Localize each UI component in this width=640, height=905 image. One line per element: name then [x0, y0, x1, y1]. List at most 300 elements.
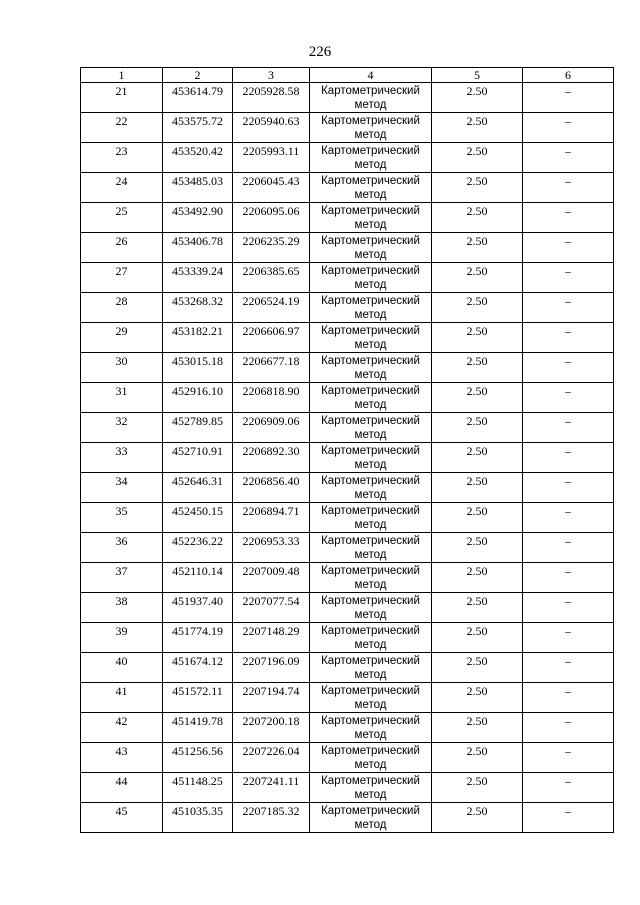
point-number-cell [81, 683, 163, 713]
point-number-cell-text: 35 [115, 504, 128, 518]
method-cell-text: Картометрический метод [321, 145, 420, 171]
y-coordinate-cell [233, 503, 310, 533]
x-coordinate-cell-text: 452710.91 [172, 444, 223, 458]
point-number-cell [81, 623, 163, 653]
x-coordinate-cell [163, 263, 233, 293]
note-cell-text: – [565, 594, 571, 608]
point-number-cell [81, 743, 163, 773]
table-row [81, 293, 614, 323]
method-cell [310, 413, 432, 443]
point-number-cell-text: 23 [115, 144, 128, 158]
y-coordinate-cell [233, 683, 310, 713]
y-coordinate-cell-text: 2205928.58 [242, 84, 300, 98]
x-coordinate-cell-text: 453268.32 [172, 294, 223, 308]
note-cell-text: – [565, 534, 571, 548]
note-cell-text: – [565, 204, 571, 218]
x-coordinate-cell [163, 533, 233, 563]
accuracy-cell [432, 533, 523, 563]
table-row [81, 113, 614, 143]
x-coordinate-cell [163, 413, 233, 443]
y-coordinate-cell-text: 2207196.09 [242, 654, 300, 668]
point-number-cell [81, 113, 163, 143]
method-cell [310, 173, 432, 203]
table-row [81, 383, 614, 413]
y-coordinate-cell [233, 263, 310, 293]
x-coordinate-cell-text: 451256.56 [172, 744, 223, 758]
accuracy-cell-text: 2.50 [466, 594, 488, 608]
x-coordinate-cell [163, 803, 233, 833]
method-cell [310, 353, 432, 383]
note-cell-text: – [565, 84, 571, 98]
note-cell [523, 683, 614, 713]
method-cell [310, 683, 432, 713]
note-cell-text: – [565, 804, 571, 818]
note-cell [523, 263, 614, 293]
note-cell-text: – [565, 354, 571, 368]
y-coordinate-cell-text: 2206385.65 [242, 264, 300, 278]
method-cell [310, 203, 432, 233]
point-number-cell [81, 83, 163, 113]
y-coordinate-cell [233, 563, 310, 593]
x-coordinate-cell-text: 453492.90 [172, 204, 223, 218]
y-coordinate-cell-text: 2205940.63 [242, 114, 300, 128]
accuracy-cell-text: 2.50 [466, 624, 488, 638]
y-coordinate-cell-text: 2206235.29 [242, 234, 300, 248]
y-coordinate-cell [233, 713, 310, 743]
method-cell [310, 83, 432, 113]
column-header: 5 [432, 68, 523, 83]
column-header: 1 [81, 68, 163, 83]
column-header: 4 [310, 68, 432, 83]
point-number-cell-text: 25 [115, 204, 128, 218]
note-cell [523, 533, 614, 563]
point-number-cell-text: 26 [115, 234, 128, 248]
x-coordinate-cell [163, 743, 233, 773]
method-cell-text: Картометрический метод [321, 205, 420, 231]
table-row [81, 263, 614, 293]
y-coordinate-cell-text: 2207200.18 [242, 714, 300, 728]
note-cell [523, 593, 614, 623]
x-coordinate-cell-text: 451419.78 [172, 714, 223, 728]
accuracy-cell-text: 2.50 [466, 114, 488, 128]
method-cell-text: Картометрический метод [321, 595, 420, 621]
accuracy-cell [432, 743, 523, 773]
accuracy-cell-text: 2.50 [466, 534, 488, 548]
method-cell [310, 443, 432, 473]
y-coordinate-cell [233, 383, 310, 413]
x-coordinate-cell [163, 473, 233, 503]
table-row [81, 803, 614, 833]
accuracy-cell [432, 83, 523, 113]
note-cell [523, 773, 614, 803]
accuracy-cell-text: 2.50 [466, 294, 488, 308]
y-coordinate-cell [233, 83, 310, 113]
y-coordinate-cell [233, 443, 310, 473]
note-cell-text: – [565, 264, 571, 278]
y-coordinate-cell-text: 2206892.30 [242, 444, 300, 458]
accuracy-cell [432, 173, 523, 203]
x-coordinate-cell-text: 452110.14 [172, 564, 223, 578]
accuracy-cell-text: 2.50 [466, 684, 488, 698]
x-coordinate-cell-text: 453614.79 [172, 84, 223, 98]
point-number-cell-text: 31 [115, 384, 128, 398]
x-coordinate-cell-text: 451674.12 [172, 654, 223, 668]
note-cell [523, 173, 614, 203]
y-coordinate-cell-text: 2206095.06 [242, 204, 300, 218]
x-coordinate-cell-text: 451937.40 [172, 594, 223, 608]
point-number-cell-text: 34 [115, 474, 128, 488]
accuracy-cell [432, 233, 523, 263]
table-row [81, 173, 614, 203]
y-coordinate-cell [233, 353, 310, 383]
x-coordinate-cell-text: 451035.35 [172, 804, 223, 818]
y-coordinate-cell-text: 2207241.11 [242, 774, 300, 788]
accuracy-cell [432, 383, 523, 413]
accuracy-cell [432, 293, 523, 323]
method-cell [310, 773, 432, 803]
y-coordinate-cell [233, 593, 310, 623]
method-cell-text: Картометрический метод [321, 85, 420, 111]
x-coordinate-cell-text: 453182.21 [172, 324, 223, 338]
x-coordinate-cell [163, 503, 233, 533]
point-number-cell-text: 39 [115, 624, 128, 638]
table-row [81, 653, 614, 683]
point-number-cell [81, 503, 163, 533]
x-coordinate-cell-text: 453015.18 [172, 354, 223, 368]
table-row [81, 743, 614, 773]
accuracy-cell [432, 323, 523, 353]
point-number-cell [81, 473, 163, 503]
y-coordinate-cell [233, 533, 310, 563]
note-cell [523, 383, 614, 413]
x-coordinate-cell [163, 353, 233, 383]
point-number-cell-text: 40 [115, 654, 128, 668]
method-cell [310, 473, 432, 503]
table-row [81, 773, 614, 803]
x-coordinate-cell [163, 593, 233, 623]
method-cell-text: Картометрический метод [321, 235, 420, 261]
accuracy-cell [432, 803, 523, 833]
accuracy-cell-text: 2.50 [466, 144, 488, 158]
table-row [81, 323, 614, 353]
y-coordinate-cell [233, 323, 310, 353]
y-coordinate-cell [233, 113, 310, 143]
table-row [81, 533, 614, 563]
y-coordinate-cell [233, 803, 310, 833]
table-row [81, 413, 614, 443]
accuracy-cell [432, 143, 523, 173]
x-coordinate-cell-text: 451774.19 [172, 624, 223, 638]
accuracy-cell [432, 773, 523, 803]
accuracy-cell [432, 653, 523, 683]
accuracy-cell [432, 713, 523, 743]
point-number-cell-text: 30 [115, 354, 128, 368]
method-cell [310, 623, 432, 653]
y-coordinate-cell-text: 2206524.19 [242, 294, 300, 308]
accuracy-cell-text: 2.50 [466, 234, 488, 248]
note-cell [523, 473, 614, 503]
note-cell [523, 803, 614, 833]
y-coordinate-cell-text: 2207148.29 [242, 624, 300, 638]
table-row [81, 473, 614, 503]
note-cell-text: – [565, 744, 571, 758]
accuracy-cell-text: 2.50 [466, 444, 488, 458]
x-coordinate-cell-text: 452646.31 [172, 474, 223, 488]
x-coordinate-cell [163, 383, 233, 413]
accuracy-cell-text: 2.50 [466, 174, 488, 188]
point-number-cell [81, 323, 163, 353]
x-coordinate-cell [163, 653, 233, 683]
x-coordinate-cell-text: 452916.10 [172, 384, 223, 398]
x-coordinate-cell-text: 451572.11 [172, 684, 223, 698]
method-cell [310, 803, 432, 833]
accuracy-cell-text: 2.50 [466, 384, 488, 398]
point-number-cell-text: 42 [115, 714, 128, 728]
method-cell [310, 503, 432, 533]
y-coordinate-cell-text: 2206818.90 [242, 384, 300, 398]
note-cell-text: – [565, 684, 571, 698]
note-cell-text: – [565, 414, 571, 428]
point-number-cell-text: 22 [115, 114, 128, 128]
note-cell-text: – [565, 714, 571, 728]
x-coordinate-cell-text: 453485.03 [172, 174, 223, 188]
x-coordinate-cell [163, 623, 233, 653]
y-coordinate-cell-text: 2207194.74 [242, 684, 300, 698]
point-number-cell [81, 413, 163, 443]
point-number-cell [81, 593, 163, 623]
accuracy-cell-text: 2.50 [466, 504, 488, 518]
note-cell [523, 203, 614, 233]
point-number-cell [81, 293, 163, 323]
point-number-cell-text: 24 [115, 174, 128, 188]
table-row [81, 353, 614, 383]
accuracy-cell-text: 2.50 [466, 474, 488, 488]
x-coordinate-cell-text: 452450.15 [172, 504, 223, 518]
x-coordinate-cell [163, 293, 233, 323]
note-cell [523, 713, 614, 743]
x-coordinate-cell [163, 203, 233, 233]
accuracy-cell [432, 563, 523, 593]
method-cell-text: Картометрический метод [321, 655, 420, 681]
x-coordinate-cell [163, 563, 233, 593]
method-cell-text: Картометрический метод [321, 385, 420, 411]
y-coordinate-cell [233, 413, 310, 443]
x-coordinate-cell-text: 453520.42 [172, 144, 223, 158]
x-coordinate-cell [163, 113, 233, 143]
table-row [81, 203, 614, 233]
x-coordinate-cell [163, 443, 233, 473]
table-row [81, 623, 614, 653]
accuracy-cell-text: 2.50 [466, 804, 488, 818]
accuracy-cell-text: 2.50 [466, 84, 488, 98]
y-coordinate-cell-text: 2206894.71 [242, 504, 300, 518]
x-coordinate-cell-text: 451148.25 [172, 774, 223, 788]
accuracy-cell-text: 2.50 [466, 324, 488, 338]
point-number-cell [81, 353, 163, 383]
point-number-cell-text: 37 [115, 564, 128, 578]
method-cell [310, 293, 432, 323]
note-cell-text: – [565, 324, 571, 338]
method-cell-text: Картометрический метод [321, 115, 420, 141]
y-coordinate-cell-text: 2207009.48 [242, 564, 300, 578]
point-number-cell [81, 563, 163, 593]
point-number-cell [81, 203, 163, 233]
method-cell-text: Картометрический метод [321, 685, 420, 711]
note-cell [523, 653, 614, 683]
point-number-cell [81, 713, 163, 743]
y-coordinate-cell [233, 653, 310, 683]
table-row [81, 593, 614, 623]
y-coordinate-cell-text: 2206953.33 [242, 534, 300, 548]
y-coordinate-cell [233, 143, 310, 173]
note-cell [523, 413, 614, 443]
accuracy-cell [432, 203, 523, 233]
x-coordinate-cell [163, 683, 233, 713]
accuracy-cell-text: 2.50 [466, 354, 488, 368]
y-coordinate-cell-text: 2207077.54 [242, 594, 300, 608]
note-cell-text: – [565, 174, 571, 188]
x-coordinate-cell [163, 773, 233, 803]
note-cell-text: – [565, 774, 571, 788]
table-row [81, 233, 614, 263]
accuracy-cell [432, 443, 523, 473]
table-row [81, 143, 614, 173]
point-number-cell [81, 173, 163, 203]
accuracy-cell-text: 2.50 [466, 714, 488, 728]
x-coordinate-cell [163, 83, 233, 113]
x-coordinate-cell-text: 453406.78 [172, 234, 223, 248]
y-coordinate-cell [233, 473, 310, 503]
y-coordinate-cell-text: 2206045.43 [242, 174, 300, 188]
note-cell [523, 233, 614, 263]
point-number-cell [81, 803, 163, 833]
note-cell [523, 113, 614, 143]
point-number-cell [81, 443, 163, 473]
y-coordinate-cell-text: 2205993.11 [242, 144, 300, 158]
x-coordinate-cell-text: 452789.85 [172, 414, 223, 428]
method-cell [310, 563, 432, 593]
point-number-cell-text: 36 [115, 534, 128, 548]
x-coordinate-cell [163, 713, 233, 743]
note-cell [523, 143, 614, 173]
point-number-cell [81, 653, 163, 683]
method-cell [310, 713, 432, 743]
method-cell [310, 653, 432, 683]
accuracy-cell-text: 2.50 [466, 774, 488, 788]
method-cell [310, 593, 432, 623]
x-coordinate-cell [163, 233, 233, 263]
point-number-cell [81, 383, 163, 413]
note-cell [523, 743, 614, 773]
method-cell-text: Картометрический метод [321, 445, 420, 471]
y-coordinate-cell-text: 2206856.40 [242, 474, 300, 488]
column-header: 6 [523, 68, 614, 83]
column-header: 2 [163, 68, 233, 83]
method-cell [310, 533, 432, 563]
method-cell-text: Картометрический метод [321, 475, 420, 501]
column-header: 3 [233, 68, 310, 83]
x-coordinate-cell [163, 143, 233, 173]
note-cell-text: – [565, 624, 571, 638]
method-cell [310, 143, 432, 173]
point-number-cell-text: 32 [115, 414, 128, 428]
method-cell-text: Картометрический метод [321, 415, 420, 441]
method-cell [310, 113, 432, 143]
accuracy-cell-text: 2.50 [466, 654, 488, 668]
method-cell-text: Картометрический метод [321, 295, 420, 321]
point-number-cell-text: 44 [115, 774, 128, 788]
note-cell-text: – [565, 564, 571, 578]
note-cell [523, 323, 614, 353]
method-cell-text: Картометрический метод [321, 325, 420, 351]
x-coordinate-cell-text: 452236.22 [172, 534, 223, 548]
method-cell-text: Картометрический метод [321, 715, 420, 741]
accuracy-cell [432, 353, 523, 383]
note-cell-text: – [565, 144, 571, 158]
note-cell-text: – [565, 444, 571, 458]
y-coordinate-cell-text: 2207226.04 [242, 744, 300, 758]
table-row [81, 563, 614, 593]
x-coordinate-cell-text: 453575.72 [172, 114, 223, 128]
table-body [81, 68, 614, 833]
table-row [81, 683, 614, 713]
y-coordinate-cell [233, 743, 310, 773]
accuracy-cell-text: 2.50 [466, 264, 488, 278]
note-cell-text: – [565, 504, 571, 518]
method-cell [310, 233, 432, 263]
note-cell [523, 83, 614, 113]
y-coordinate-cell-text: 2206677.18 [242, 354, 300, 368]
table-row [81, 503, 614, 533]
accuracy-cell [432, 263, 523, 293]
header-row [81, 68, 614, 83]
method-cell-text: Картометрический метод [321, 805, 420, 831]
note-cell [523, 503, 614, 533]
x-coordinate-cell-text: 453339.24 [172, 264, 223, 278]
method-cell [310, 743, 432, 773]
point-number-cell-text: 41 [115, 684, 128, 698]
y-coordinate-cell [233, 233, 310, 263]
method-cell-text: Картометрический метод [321, 355, 420, 381]
accuracy-cell [432, 473, 523, 503]
point-number-cell [81, 143, 163, 173]
point-number-cell-text: 38 [115, 594, 128, 608]
point-number-cell-text: 27 [115, 264, 128, 278]
method-cell [310, 383, 432, 413]
note-cell [523, 563, 614, 593]
method-cell-text: Картометрический метод [321, 505, 420, 531]
method-cell-text: Картометрический метод [321, 175, 420, 201]
method-cell-text: Картометрический метод [321, 565, 420, 591]
coordinates-table [80, 67, 614, 833]
note-cell-text: – [565, 384, 571, 398]
y-coordinate-cell [233, 203, 310, 233]
note-cell [523, 293, 614, 323]
y-coordinate-cell-text: 2206909.06 [242, 414, 300, 428]
point-number-cell-text: 33 [115, 444, 128, 458]
note-cell-text: – [565, 654, 571, 668]
method-cell-text: Картометрический метод [321, 535, 420, 561]
point-number-cell-text: 29 [115, 324, 128, 338]
method-cell-text: Картометрический метод [321, 265, 420, 291]
accuracy-cell [432, 413, 523, 443]
method-cell [310, 263, 432, 293]
y-coordinate-cell [233, 623, 310, 653]
point-number-cell [81, 533, 163, 563]
y-coordinate-cell-text: 2206606.97 [242, 324, 300, 338]
note-cell [523, 443, 614, 473]
point-number-cell-text: 45 [115, 804, 128, 818]
